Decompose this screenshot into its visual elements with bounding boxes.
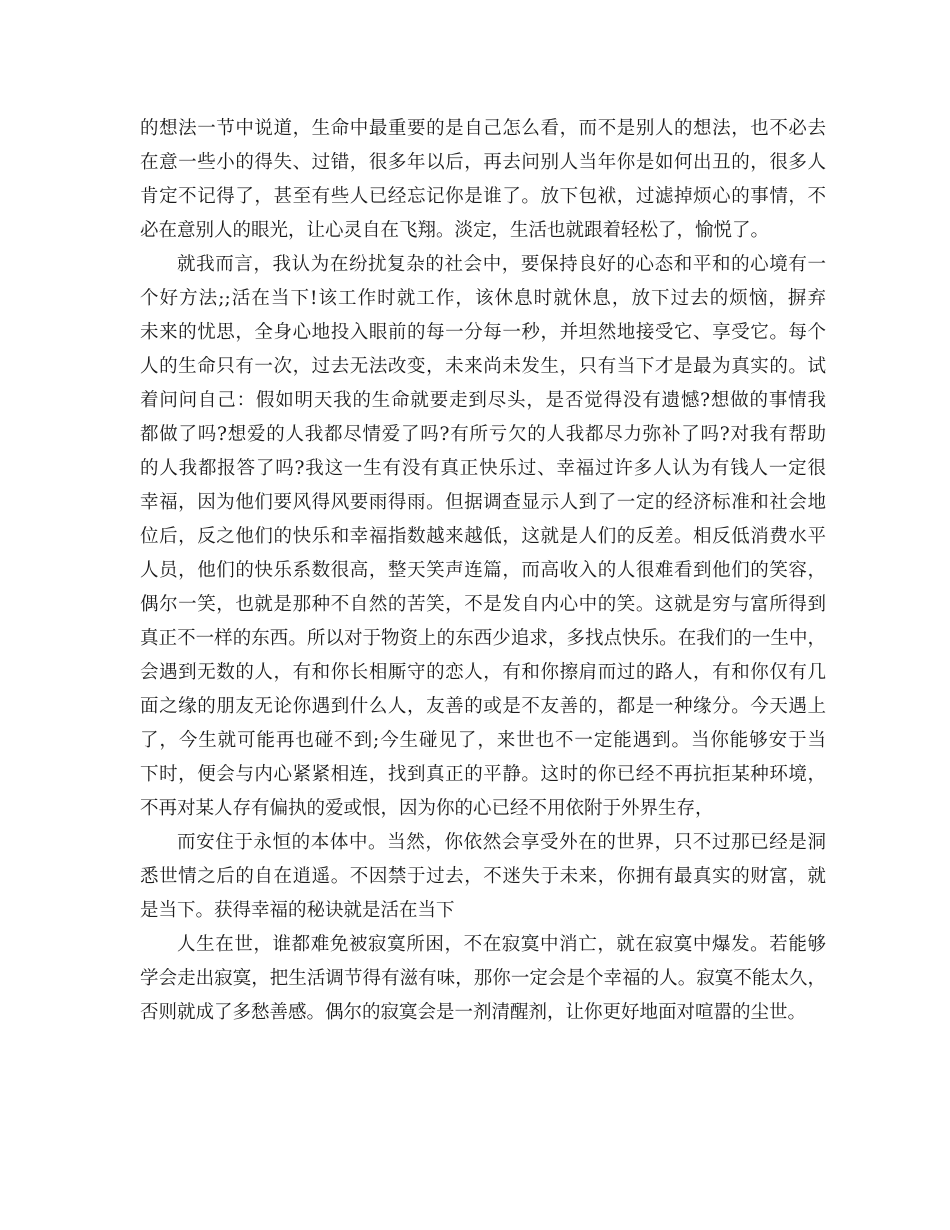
text-line: 就我而言，我认为在纷扰复杂的社会中，要保持良好的心态和平和的心境有一 [177,254,826,275]
text-line: 会遇到无数的人，有和你长相厮守的恋人，有和你擦肩而过的路人，有和你仅有几 [140,662,826,683]
text-line: 不再对某人存有偏执的爱或恨，因为你的心已经不用依附于外界生存， [140,798,714,819]
text-line: 面之缘的朋友无论你遇到什么人，友善的或是不友善的，都是一种缘分。今天遇上 [140,696,826,717]
paragraph-1 [140,112,826,248]
text-line: 在意一些小的得失、过错，很多年以后，再去问别人当年你是如何出丑的，很多人 [140,152,826,173]
text-line: 未来的忧思，全身心地投入眼前的每一分每一秒，并坦然地接受它、享受它。每个 [140,322,826,343]
text-line: 而安住于永恒的本体中。当然，你依然会享受外在的世界，只不过那已经是洞 [177,832,826,853]
paragraph-2 [140,248,826,826]
paragraph-3 [140,826,826,928]
text-line: 幸福，因为他们要风得风要雨得雨。但据调查显示人到了一定的经济标准和社会地 [140,492,826,513]
text-line: 人员，他们的快乐系数很高，整天笑声连篇，而高收入的人很难看到他们的笑容， [140,560,826,581]
text-line: 人的生命只有一次，过去无法改变，未来尚未发生，只有当下才是最为真实的。试 [140,356,826,377]
text-line: 是当下。获得幸福的秘诀就是活在当下 [140,900,455,921]
text-line: 人生在世，谁都难免被寂寞所困，不在寂寞中消亡，就在寂寞中爆发。若能够 [177,934,826,955]
text-line: 了，今生就可能再也碰不到;今生碰见了，来世也不一定能遇到。当你能够安于当 [140,730,826,751]
text-line: 下时，便会与内心紧紧相连，找到真正的平静。这时的你已经不再抗拒某种环境， [140,764,826,785]
text-line: 学会走出寂寞，把生活调节得有滋有味，那你一定会是个幸福的人。寂寞不能太久， [140,968,826,989]
text-line: 的想法一节中说道，生命中最重要的是自己怎么看，而不是别人的想法，也不必去 [140,118,826,139]
text-line: 悉世情之后的自在逍遥。不因禁于过去，不迷失于未来，你拥有最真实的财富，就 [140,866,826,887]
document-body [140,112,826,1030]
text-line: 的人我都报答了吗?我这一生有没有真正快乐过、幸福过许多人认为有钱人一定很 [140,458,826,479]
text-line: 位后，反之他们的快乐和幸福指数越来越低，这就是人们的反差。相反低消费水平 [140,526,826,547]
text-line: 个好方法;;活在当下!该工作时就工作，该休息时就休息，放下过去的烦恼，摒弃 [140,288,826,309]
text-line: 否则就成了多愁善感。偶尔的寂寞会是一剂清醒剂，让你更好地面对喧嚣的尘世。 [140,1002,807,1023]
text-line: 必在意别人的眼光，让心灵自在飞翔。淡定，生活也就跟着轻松了，愉悦了。 [140,220,770,241]
paragraph-4 [140,928,826,1030]
text-line: 都做了吗?想爱的人我都尽情爱了吗?有所亏欠的人我都尽力弥补了吗?对我有帮助 [140,424,826,445]
text-line: 着问问自己：假如明天我的生命就要走到尽头，是否觉得没有遗憾?想做的事情我 [140,390,826,411]
text-line: 真正不一样的东西。所以对于物资上的东西少追求，多找点快乐。在我们的一生中， [140,628,826,649]
text-line: 偶尔一笑，也就是那种不自然的苦笑，不是发自内心中的笑。这就是穷与富所得到 [140,594,826,615]
text-line: 肯定不记得了，甚至有些人已经忘记你是谁了。放下包袱，过滤掉烦心的事情，不 [140,186,826,207]
